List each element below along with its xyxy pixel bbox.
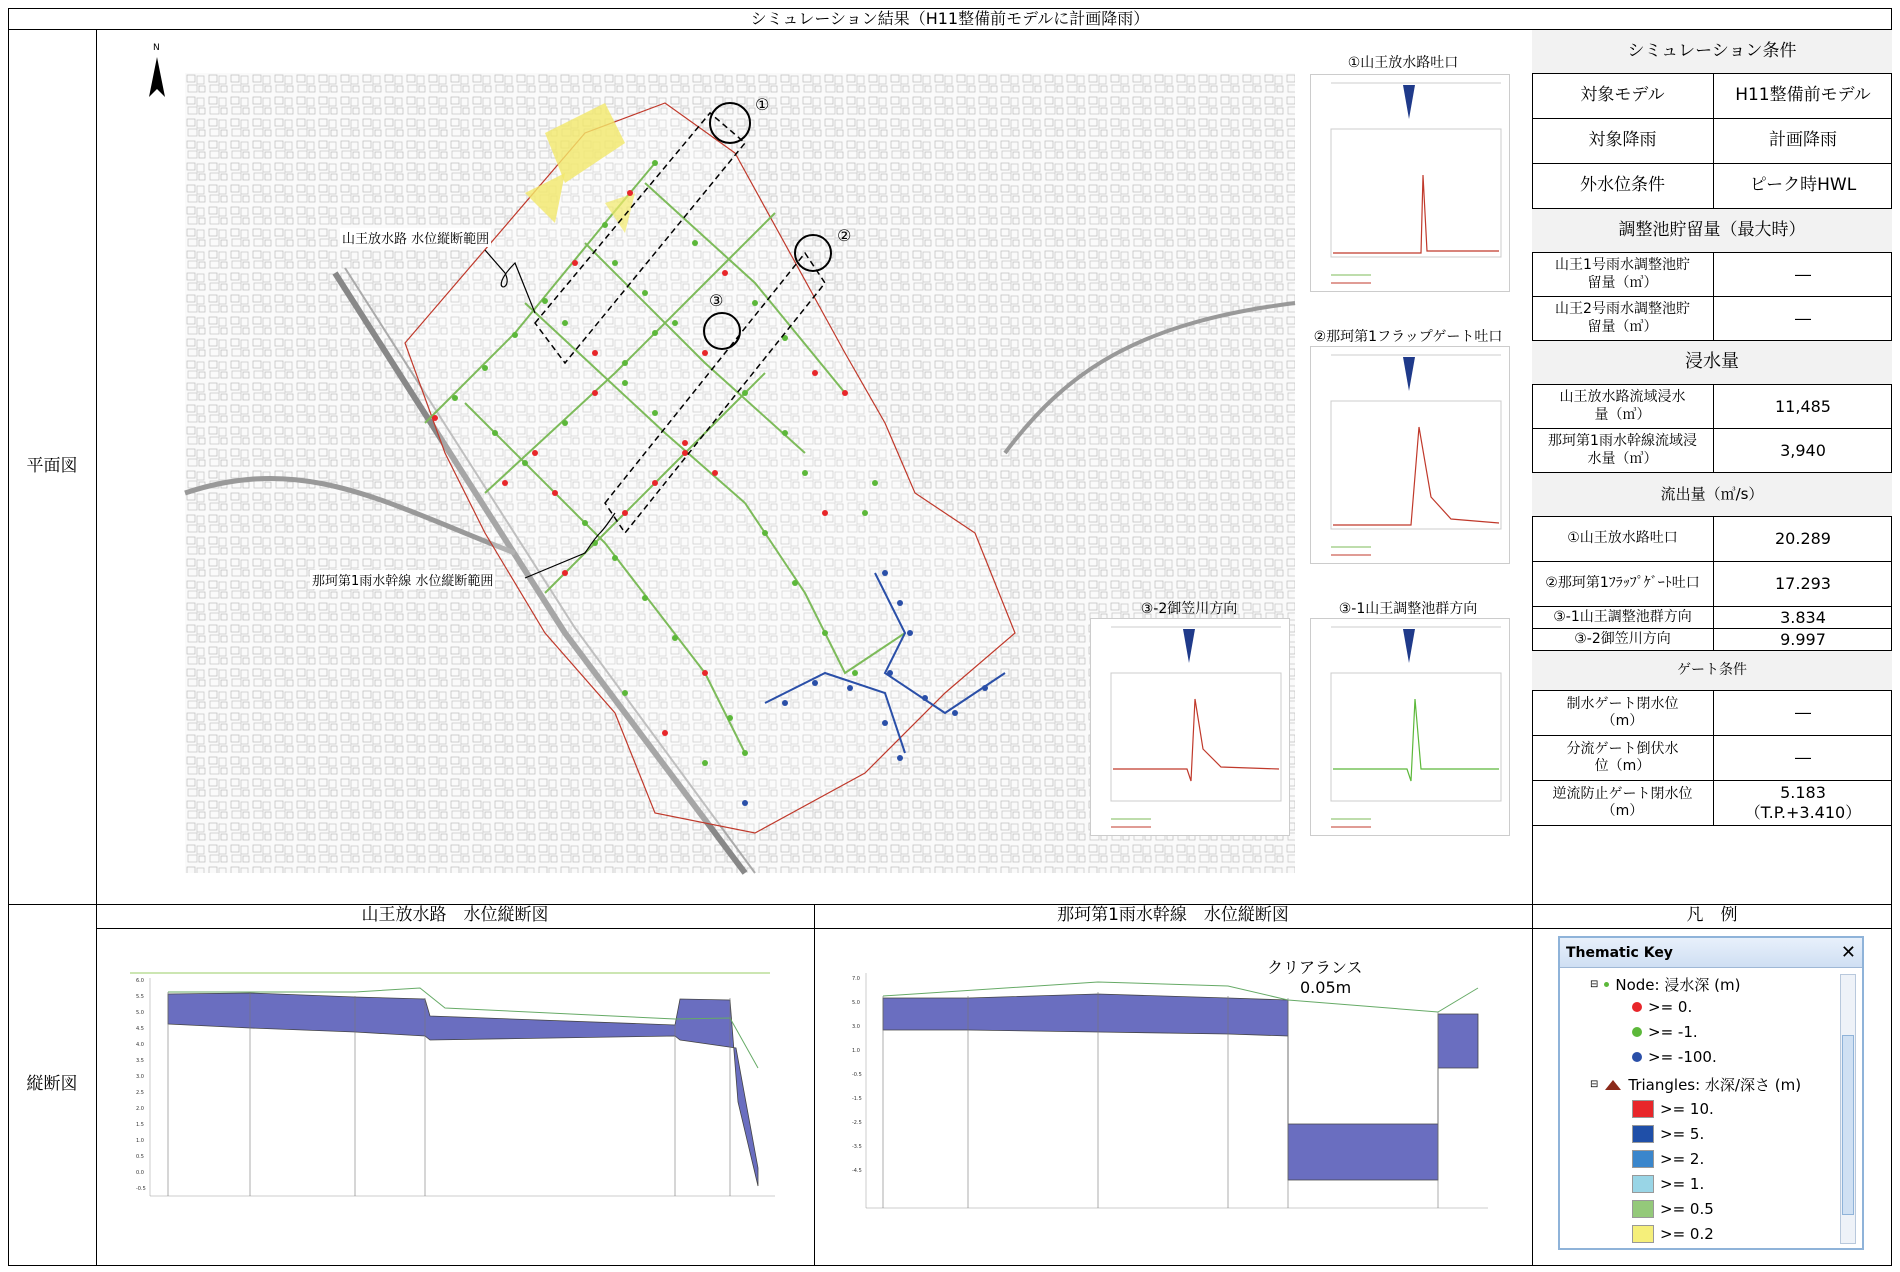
outflow-value-2: 3.834 <box>1714 607 1892 629</box>
grid-vline-profile <box>814 904 815 1266</box>
svg-text:4.0: 4.0 <box>136 1042 144 1048</box>
svg-text:4.5: 4.5 <box>136 1026 144 1032</box>
outflow-value-3: 9.997 <box>1714 629 1892 651</box>
cond-value-1: 計画降雨 <box>1714 119 1892 164</box>
cond-value-2: ピーク時HWL <box>1714 164 1892 209</box>
node-item-1: >= -1. <box>1632 1023 1698 1041</box>
cond-label-1: 対象降雨 <box>1532 119 1714 164</box>
svg-text:1.0: 1.0 <box>852 1048 860 1054</box>
profile-chart-right <box>848 968 1498 1230</box>
gate-label-2: 逆流防止ゲート閉水位（m） <box>1532 781 1714 826</box>
tri-item-4: >= 0.5 <box>1632 1200 1714 1218</box>
thematic-key-window <box>1558 936 1864 1250</box>
svg-text:2.5: 2.5 <box>136 1090 144 1096</box>
storage-label-0: 山王1号雨水調整池貯留量（㎥） <box>1532 253 1714 297</box>
storage-value-0: ― <box>1714 253 1892 297</box>
grid-vline-labels <box>96 30 97 1266</box>
inund-label-1: 那珂第1雨水幹線流域浸水量（㎥） <box>1532 429 1714 473</box>
triangles-header: ⊟ Triangles: 水深/深さ (m) <box>1590 1076 1802 1094</box>
tri-item-1: >= 5. <box>1632 1125 1704 1143</box>
row-label-plan: 平面図 <box>26 456 78 477</box>
svg-text:-4.5: -4.5 <box>852 1168 862 1174</box>
row-label-profile: 縦断図 <box>26 1074 78 1095</box>
tri-item-0: >= 10. <box>1632 1100 1714 1118</box>
profile-title-left: 山王放水路 水位縦断図 <box>361 905 549 926</box>
node-item-2: >= -100. <box>1632 1048 1717 1066</box>
hydrograph-1 <box>1310 74 1510 292</box>
svg-text:-2.5: -2.5 <box>852 1120 862 1126</box>
outflow-value-0: 20.289 <box>1714 517 1892 562</box>
page-title: シミュレーション結果（H11整備前モデルに計画降雨） <box>8 8 1892 30</box>
tri-item-5: >= 0.2 <box>1632 1225 1714 1243</box>
legend-header: 凡 例 <box>1686 905 1738 926</box>
grid-hline-profile-titles <box>96 928 1892 929</box>
outflow-label-3: ③-2御笠川方向 <box>1532 629 1714 651</box>
inund-value-1: 3,940 <box>1714 429 1892 473</box>
cond-label-2: 外水位条件 <box>1532 164 1714 209</box>
thematic-key-title: Thematic Key <box>1566 944 1673 961</box>
svg-text:1.5: 1.5 <box>136 1122 144 1128</box>
svg-text:2.0: 2.0 <box>136 1106 144 1112</box>
node-item-0: >= 0. <box>1632 998 1692 1016</box>
conditions-header: シミュレーション条件 <box>1532 30 1892 74</box>
svg-text:-3.5: -3.5 <box>852 1144 862 1150</box>
storage-header: 調整池貯留量（最大時） <box>1532 209 1892 253</box>
gate-header: ゲート条件 <box>1532 651 1892 691</box>
svg-text:0.0: 0.0 <box>136 1170 144 1176</box>
svg-text:1.0: 1.0 <box>136 1138 144 1144</box>
outflow-label-2: ③-1山王調整池群方向 <box>1532 607 1714 629</box>
gate-value-1: ― <box>1714 736 1892 781</box>
close-icon[interactable]: ✕ <box>1840 942 1856 963</box>
marker-3: ③ <box>709 291 724 310</box>
profile-title-right: 那珂第1雨水幹線 水位縦断図 <box>1057 905 1289 926</box>
inund-value-0: 11,485 <box>1714 385 1892 429</box>
svg-text:3.0: 3.0 <box>136 1074 144 1080</box>
triangle-icon <box>1604 1079 1622 1091</box>
hydrograph-title-1: ①山王放水路吐口 <box>1347 55 1459 71</box>
tri-item-2: >= 2. <box>1632 1150 1704 1168</box>
svg-text:3.0: 3.0 <box>852 1024 860 1030</box>
svg-text:-1.5: -1.5 <box>852 1096 862 1102</box>
gate-value-0: ― <box>1714 691 1892 736</box>
cond-label-0: 対象モデル <box>1532 74 1714 119</box>
node-header: ⊟ Node: 浸水深 (m) <box>1590 976 1741 994</box>
compass-label: N <box>153 43 160 53</box>
outflow-value-1: 17.293 <box>1714 562 1892 607</box>
svg-text:6.0: 6.0 <box>136 978 144 984</box>
hydrograph-3 <box>1090 618 1290 836</box>
north-arrow-icon <box>145 47 169 107</box>
svg-text:3.5: 3.5 <box>136 1058 144 1064</box>
gate-label-0: 制水ゲート閉水位（m） <box>1532 691 1714 736</box>
hydrograph-title-4: ③-1山王調整池群方向 <box>1338 601 1478 617</box>
hydrograph-4 <box>1310 618 1510 836</box>
svg-text:5.0: 5.0 <box>136 1010 144 1016</box>
outflow-label-1: ②那珂第1ﾌﾗｯﾌﾟｹﾞｰﾄ吐口 <box>1532 562 1714 607</box>
range-label-sanno: 山王放水路 水位縦断範囲 <box>340 228 491 247</box>
hydrograph-title-3: ③-2御笠川方向 <box>1140 601 1238 617</box>
svg-text:5.0: 5.0 <box>852 1000 860 1006</box>
storage-label-1: 山王2号雨水調整池貯留量（㎥） <box>1532 297 1714 341</box>
storage-value-1: ― <box>1714 297 1892 341</box>
inund-label-0: 山王放水路流域浸水量（㎥） <box>1532 385 1714 429</box>
inundation-header: 浸水量 <box>1532 341 1892 385</box>
tri-item-3: >= 1. <box>1632 1175 1704 1193</box>
gate-label-1: 分流ゲート倒伏水位（m） <box>1532 736 1714 781</box>
profile-chart-left <box>130 968 780 1210</box>
cond-value-0: H11整備前モデル <box>1714 74 1892 119</box>
marker-1: ① <box>755 95 770 114</box>
marker-2: ② <box>837 226 852 245</box>
clearance-value: 0.05m <box>1300 978 1352 997</box>
svg-text:-0.5: -0.5 <box>852 1072 862 1078</box>
scrollbar-thumb[interactable] <box>1842 1035 1854 1215</box>
svg-text:0.5: 0.5 <box>136 1154 144 1160</box>
hydrograph-2 <box>1310 346 1510 564</box>
legend-scrollbar[interactable] <box>1840 974 1856 1244</box>
svg-text:-0.5: -0.5 <box>136 1186 146 1192</box>
thematic-key-titlebar <box>1560 938 1862 968</box>
svg-text:5.5: 5.5 <box>136 994 144 1000</box>
outflow-header: 流出量（㎥/s） <box>1532 473 1892 517</box>
conditions-table <box>1532 30 1892 904</box>
hydrograph-title-2: ②那珂第1フラップゲート吐口 <box>1313 329 1503 345</box>
svg-text:7.0: 7.0 <box>852 976 860 982</box>
outflow-label-0: ①山王放水路吐口 <box>1532 517 1714 562</box>
range-label-naka: 那珂第1雨水幹線 水位縦断範囲 <box>310 570 495 589</box>
clearance-label: クリアランス <box>1267 958 1363 977</box>
gate-value-2: 5.183（T.P.+3.410） <box>1714 781 1892 826</box>
